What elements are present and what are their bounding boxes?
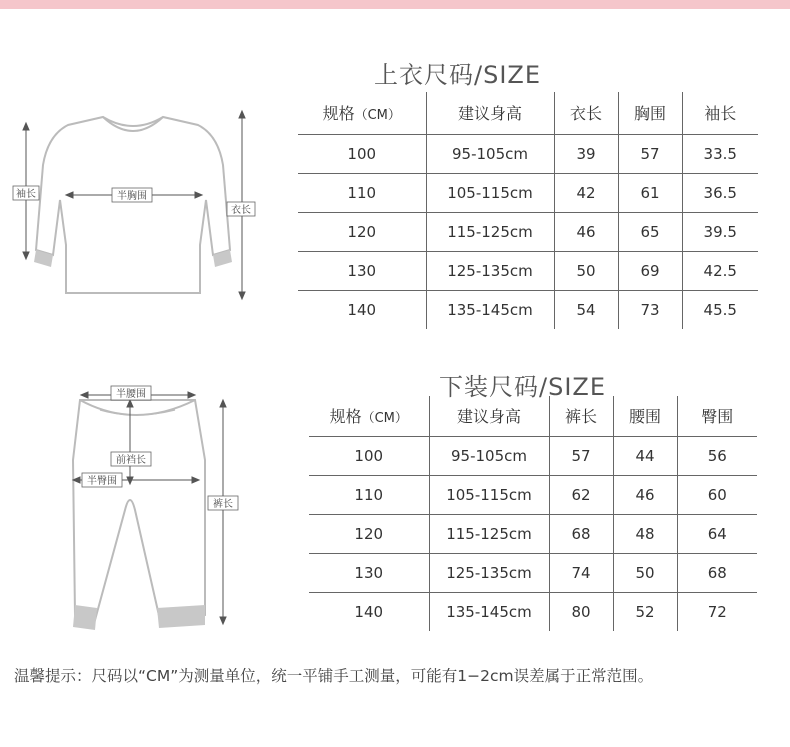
header-height: 建议身高 xyxy=(429,396,549,436)
header-hip: 臀围 xyxy=(677,396,757,436)
cuff-fill xyxy=(34,250,232,267)
table-row: 130 125-135cm 74 50 68 xyxy=(309,553,757,592)
table-row: 120 115-125cm 68 48 64 xyxy=(309,514,757,553)
bottoms-size-table xyxy=(309,396,757,631)
header-spec: 规格（CM） xyxy=(329,407,408,427)
label-half-waist: 半腰围 xyxy=(116,389,146,400)
tops-section-title: 上衣尺码/SIZE xyxy=(374,61,542,89)
label-sleeve: 袖长 xyxy=(16,189,36,200)
table-row: 140 135-145cm 54 73 45.5 xyxy=(298,290,758,329)
header-length: 衣长 xyxy=(554,92,618,134)
header-height: 建议身高 xyxy=(426,92,554,134)
ankle-cuff-fill xyxy=(73,605,205,630)
label-length: 衣长 xyxy=(231,205,251,216)
table-row: 120 115-125cm 46 65 39.5 xyxy=(298,212,758,251)
pants-garment-diagram xyxy=(65,380,245,640)
header-waist: 腰围 xyxy=(613,396,677,436)
table-row: 130 125-135cm 50 69 42.5 xyxy=(298,251,758,290)
table-row: 110 105-115cm 62 46 60 xyxy=(309,475,757,514)
header-pants-length: 裤长 xyxy=(549,396,613,436)
tshirt-outline xyxy=(36,117,230,293)
table-header-row xyxy=(298,92,758,134)
table-row: 100 95-105cm 39 57 33.5 xyxy=(298,134,758,173)
header-spec: 规格（CM） xyxy=(322,104,401,124)
pants-outline xyxy=(73,400,205,620)
label-half-chest: 半胸围 xyxy=(117,191,147,202)
top-garment-diagram xyxy=(8,105,268,305)
table-row: 140 135-145cm 80 52 72 xyxy=(309,592,757,631)
bottoms-section-title: 下装尺码/SIZE xyxy=(439,373,607,401)
tops-size-table xyxy=(298,92,758,329)
measurement-note: 温馨提示：尺码以“CM”为测量单位，统一平铺手工测量，可能有1−2cm误差属于正常范围。 xyxy=(14,667,654,685)
header-sleeve: 袖长 xyxy=(682,92,758,134)
table-header-row xyxy=(309,396,757,436)
top-accent-bar xyxy=(0,0,790,9)
label-half-hip: 半臀围 xyxy=(87,476,117,487)
label-front-rise: 前裆长 xyxy=(116,455,146,466)
label-pants-length: 裤长 xyxy=(213,499,233,510)
header-chest: 胸围 xyxy=(618,92,682,134)
table-row: 100 95-105cm 57 44 56 xyxy=(309,436,757,475)
table-row: 110 105-115cm 42 61 36.5 xyxy=(298,173,758,212)
